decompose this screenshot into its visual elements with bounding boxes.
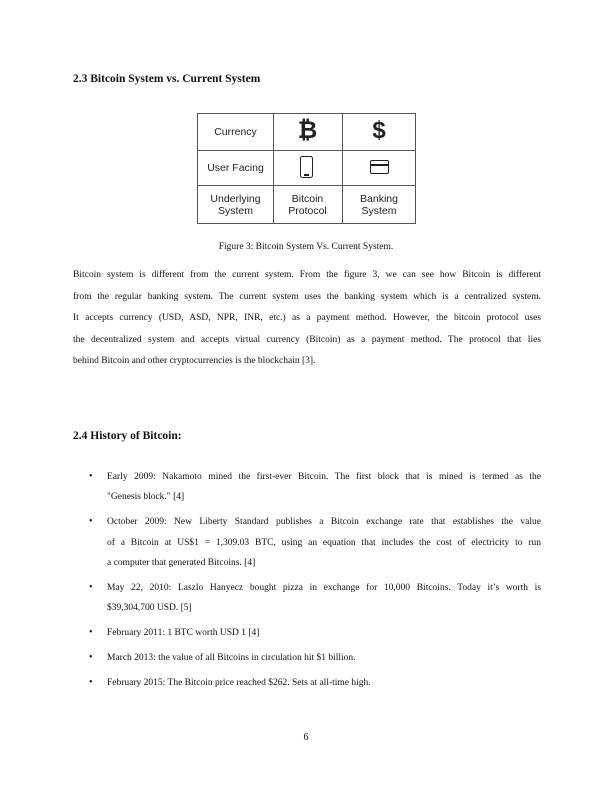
list-item-line: Early 2009: Nakamoto mined the first-ever Bitcoin. The first block that is mined is termed as the [107, 472, 541, 482]
paragraph-line: the decentralized system and accepts virtual currency (Bitcoin) as a payment method. The protocol that lies [73, 334, 541, 345]
smartphone-icon [300, 156, 313, 178]
bullet-icon: • [89, 652, 93, 664]
list-item [73, 512, 541, 573]
bitcoin-protocol-label: Bitcoin Protocol [288, 193, 327, 217]
dollar-icon: $ [372, 117, 386, 144]
list-item-line: "Genesis block." [4] [107, 492, 185, 503]
bullet-icon: • [89, 471, 93, 482]
list-item-line: a computer that generated Bitcoins. [4] [107, 558, 256, 569]
bitcoin-icon: ₿ [297, 117, 318, 144]
row-label-currency: Currency [214, 126, 257, 138]
bullet-icon: • [89, 516, 93, 528]
list-item [73, 467, 541, 508]
comparison-figure [197, 113, 416, 224]
figure-divider [198, 150, 415, 151]
banking-system-label: Banking System [360, 193, 398, 217]
bullet-icon: • [89, 677, 93, 689]
list-item [73, 673, 541, 693]
page-number: 6 [303, 732, 309, 743]
section-heading-2-4: 2.4 History of Bitcoin: [73, 430, 182, 442]
bullet-icon: • [89, 627, 93, 639]
list-item-line: February 2011: 1 BTC worth USD 1 [4] [107, 628, 260, 639]
paragraph-line: Bitcoin system is different from the current system. From the figure 3, we can see how Bitcoin is different [73, 270, 541, 280]
paragraph-line: behind Bitcoin and other cryptocurrencies is the blockchain [3]. [73, 356, 316, 366]
list-item [73, 578, 541, 619]
list-item-line: March 2013: the value of all Bitcoins in circulation hit $1 billion. [107, 653, 356, 664]
figure-caption: Figure 3: Bitcoin System Vs. Current System. [218, 242, 394, 252]
list-item-line: February 2015: The Bitcoin price reached $262. Sets at all-time high. [107, 678, 371, 689]
figure-divider [198, 185, 415, 186]
list-item [73, 648, 541, 668]
row-label-user-facing: User Facing [207, 162, 264, 174]
paragraph-line: from the regular banking system. The current system uses the banking system which is a centralized system. [73, 291, 541, 302]
credit-card-icon [370, 160, 389, 174]
list-item-line: of a Bitcoin at US$1 = 1,309.03 BTC, using an equation that includes the cost of electricity to run [107, 537, 541, 548]
list-item-line: $39,304,700 USD. [5] [107, 603, 192, 614]
paragraph-line: It accepts currency (USD, ASD, NPR, INR, etc.) as a payment method. However, the bitcoin protocol uses [73, 313, 541, 323]
list-item-line: October 2009: New Liberty Standard publishes a Bitcoin exchange rate that establishes the value [107, 517, 541, 528]
history-list [73, 467, 541, 698]
bullet-icon: • [89, 582, 93, 594]
list-item-line: May 22, 2010: Laszlo Hanyecz bought pizza in exchange for 10,000 Bitcoins. Today it’s worth is [107, 583, 541, 594]
row-label-underlying-system: Underlying System [210, 193, 261, 217]
section-heading-2-3: 2.3 Bitcoin System vs. Current System [73, 73, 261, 85]
list-item [73, 623, 541, 643]
body-paragraph [73, 265, 541, 373]
